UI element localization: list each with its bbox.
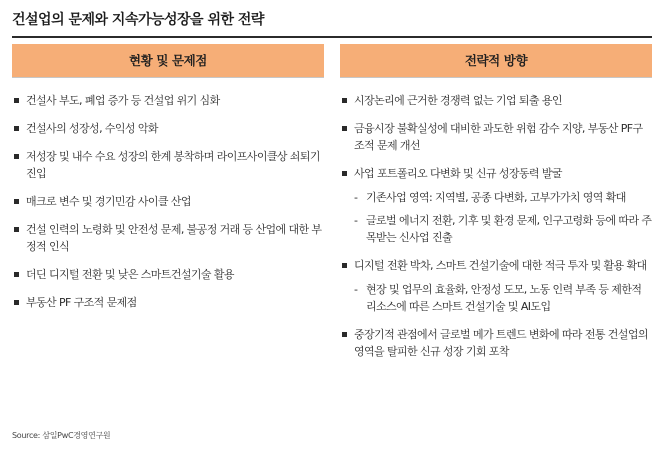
- page-title: 건설업의 문제와 지속가능성장을 위한 전략: [12, 12, 264, 28]
- list-item-text: 사업 포트폴리오 다변화 및 신규 성장동력 발굴: [354, 167, 562, 180]
- sub-list: [354, 281, 652, 315]
- sub-list-item: [354, 281, 652, 315]
- square-bullet-icon: [14, 227, 19, 232]
- list-item: [12, 221, 324, 255]
- square-bullet-icon: [14, 126, 19, 131]
- square-bullet-icon: [14, 272, 19, 277]
- current-issues-divider: [12, 77, 324, 78]
- list-item-text: 디지털 전환 박차, 스마트 건설기술에 대한 적극 투자 및 활용 확대: [354, 259, 647, 272]
- sub-list: [354, 189, 652, 246]
- dash-bullet-icon: -: [354, 214, 358, 227]
- sub-list-item: [354, 189, 652, 206]
- title-divider: [12, 36, 652, 38]
- list-item: [12, 266, 324, 283]
- strategy-header: 전략적 방향: [340, 44, 652, 77]
- square-bullet-icon: [14, 154, 19, 159]
- list-item-text: 건설 인력의 노령화 및 안전성 문제, 불공정 거래 등 산업에 대한 부정적 인식: [26, 223, 322, 253]
- square-bullet-icon: [342, 171, 347, 176]
- list-item-text: 저성장 및 내수 수요 성장의 한계 봉착하며 라이프사이클상 쇠퇴기 진입: [26, 150, 320, 180]
- square-bullet-icon: [14, 98, 19, 103]
- list-item: [12, 92, 324, 109]
- square-bullet-icon: [14, 199, 19, 204]
- sub-list-item: [354, 212, 652, 246]
- square-bullet-icon: [342, 126, 347, 131]
- list-item: [340, 120, 652, 154]
- list-item: [12, 120, 324, 137]
- square-bullet-icon: [342, 263, 347, 268]
- list-item: [340, 165, 652, 246]
- list-item-text: 매크로 변수 및 경기민감 사이클 산업: [26, 195, 191, 208]
- list-item: [12, 193, 324, 210]
- current-issues-header: 현황 및 문제점: [12, 44, 324, 77]
- list-item: [340, 92, 652, 109]
- list-item: [12, 294, 324, 311]
- square-bullet-icon: [14, 300, 19, 305]
- list-item-text: 시장논리에 근거한 경쟁력 없는 기업 퇴출 용인: [354, 94, 562, 107]
- list-item-text: 부동산 PF 구조적 문제점: [26, 296, 137, 309]
- list-item: [340, 326, 652, 360]
- list-item-text: 건설사 부도, 폐업 증가 등 건설업 위기 심화: [26, 94, 220, 107]
- list-item-text: 중장기적 관점에서 글로벌 메가 트렌드 변화에 따라 전통 건설업의 영역을 탈피한 신규 성장 기회 포착: [354, 328, 648, 358]
- strategy-divider: [340, 77, 652, 78]
- list-item-text: 금융시장 불확실성에 대비한 과도한 위험 감수 지양, 부동산 PF구조적 문제 개선: [354, 122, 643, 152]
- list-item-text: 건설사의 성장성, 수익성 악화: [26, 122, 158, 135]
- square-bullet-icon: [342, 332, 347, 337]
- source-note: Source: 삼일PwC경영연구원: [12, 431, 111, 440]
- sub-list-item-text: 글로벌 에너지 전환, 기후 및 환경 문제, 인구고령화 등에 따라 주목받는 신사업 진출: [366, 214, 652, 244]
- square-bullet-icon: [342, 98, 347, 103]
- sub-list-item-text: 기존사업 영역: 지역별, 공종 다변화, 고부가가치 영역 확대: [366, 191, 626, 204]
- sub-list-item-text: 현장 및 업무의 효율화, 안정성 도모, 노동 인력 부족 등 제한적 리소스에 따른 스마트 건설기술 및 AI도입: [366, 283, 642, 313]
- list-item-text: 더딘 디지털 전환 및 낮은 스마트건설기술 활용: [26, 268, 234, 281]
- current-issues-list: [12, 92, 324, 311]
- list-item: [340, 257, 652, 315]
- list-item: [12, 148, 324, 182]
- strategy-column: [340, 44, 652, 371]
- current-issues-column: [12, 44, 324, 322]
- dash-bullet-icon: -: [354, 191, 358, 204]
- strategy-list: [340, 92, 652, 360]
- dash-bullet-icon: -: [354, 283, 358, 296]
